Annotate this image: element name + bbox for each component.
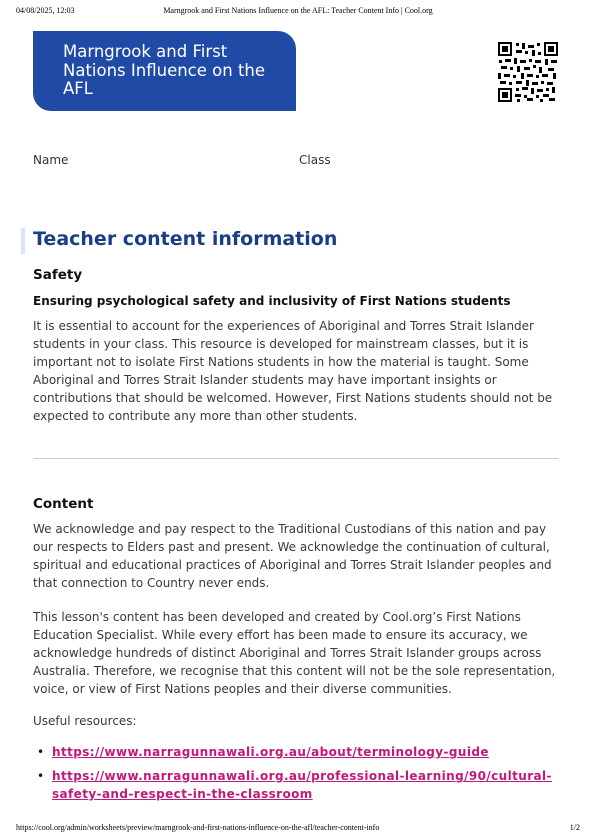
- name-label: Name: [33, 153, 69, 167]
- print-url: https://cool.org/admin/worksheets/preview/marngrook-and-first-nations-influence-on-the-afl/teacher-content-info: [16, 823, 380, 832]
- section-title: Teacher content information: [33, 228, 338, 250]
- print-footer: [16, 823, 580, 835]
- content-paragraph-2: This lesson's content has been developed and created by Cool.org’s First Nations Education Specialist. While every effort has been made to ensure its accuracy, we acknowledge hundreds of distinct Aboriginal and Torres Strait Islander groups across Australia. Therefore, we recognise that this content will not be the sole representation, voice, or view of First Nations peoples and their diverse communities.: [33, 610, 556, 696]
- class-label: Class: [299, 153, 331, 167]
- section-divider: [33, 458, 559, 459]
- content-paragraph-1: We acknowledge and pay respect to the Traditional Custodians of this nation and pay our respects to Elders past and present. We acknowledge the continuation of cultural, spiritual and educational practices of Aboriginal and Torres Strait Islander peoples and that connection to Country never ends.: [33, 522, 552, 590]
- section-accent-bar: [21, 228, 25, 254]
- safety-paragraph: It is essential to account for the experiences of Aboriginal and Torres Strait Islander students in your class. This resource is developed for mainstream classes, but it is important not to isolate First Nations students in how the material is taught. Some Aboriginal and Torres Strait Islander students may have important insights or contributions that should be welcomed. However, First Nations students should not be expected to contribute any more than other students.: [33, 319, 553, 423]
- safety-heading: Safety: [33, 267, 83, 283]
- print-title: Marngrook and First Nations Influence on the AFL: Teacher Content Info | Cool.org: [163, 6, 433, 15]
- banner-title: Marngrook and First Nations Influence on the AFL: [63, 42, 266, 98]
- list-item: [33, 743, 561, 761]
- resource-link-terminology-guide[interactable]: https://www.narragunnawali.org.au/about/terminology-guide: [52, 745, 489, 759]
- page-number: 1/2: [569, 823, 580, 832]
- list-item: [33, 767, 561, 803]
- qr-code-icon: [497, 41, 559, 103]
- print-header: [16, 6, 580, 18]
- bullet-icon: •: [37, 769, 45, 783]
- title-banner: [33, 31, 296, 111]
- print-date: 04/08/2025, 12:03: [16, 6, 75, 15]
- resource-list: [33, 743, 561, 809]
- resources-label: Useful resources:: [33, 714, 137, 728]
- resource-link-cultural-safety[interactable]: https://www.narragunnawali.org.au/professional-learning/90/cultural-safety-and-respect-in-the-classroom: [52, 769, 552, 801]
- content-heading: Content: [33, 496, 94, 512]
- bullet-icon: •: [37, 745, 45, 759]
- safety-subheading: Ensuring psychological safety and inclusivity of First Nations students: [33, 294, 511, 308]
